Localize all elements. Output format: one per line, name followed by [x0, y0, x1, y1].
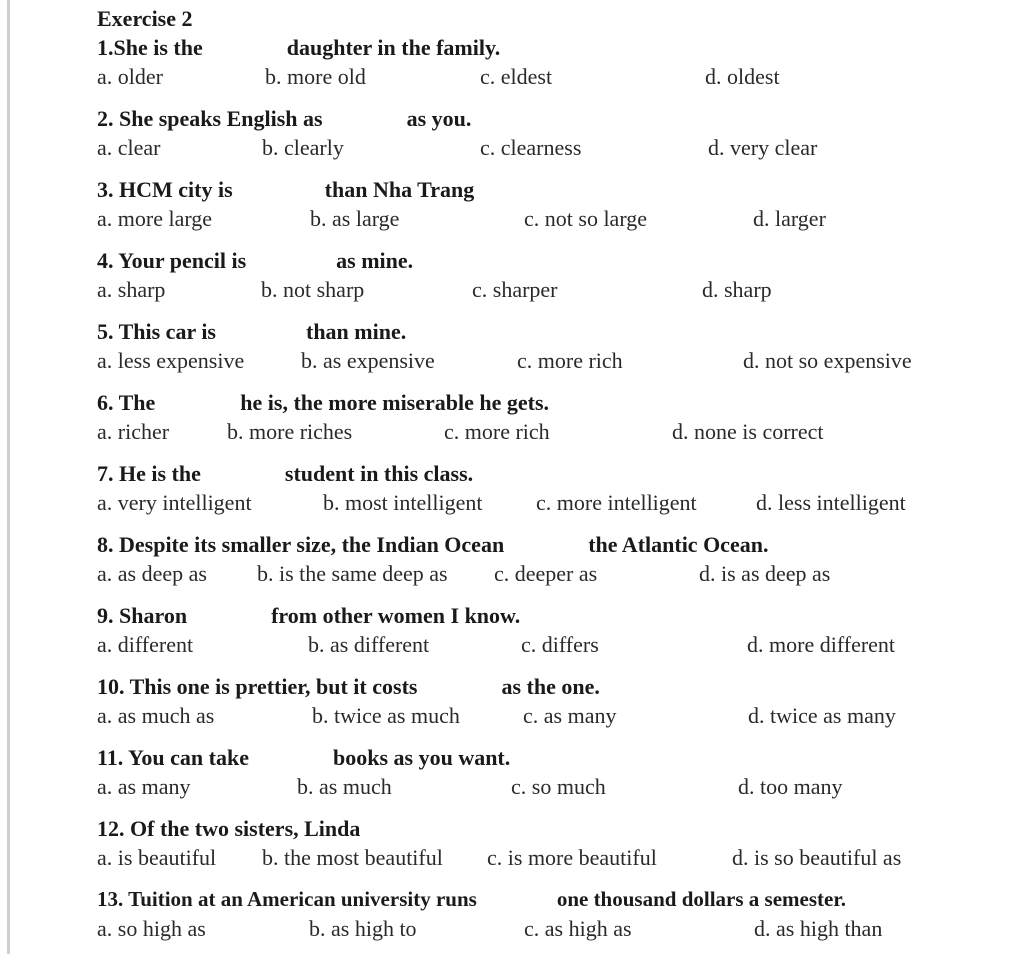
question-text-after: than Nha Trang — [324, 177, 475, 202]
question-text-before: 4. Your pencil is — [97, 248, 247, 273]
question-text-after: as you. — [406, 106, 472, 131]
question-text-before: 1.She is the — [97, 35, 203, 60]
answer-options — [97, 772, 1017, 801]
option-c[interactable]: c. is more beautiful — [487, 845, 657, 870]
question-text-before: 8. Despite its smaller size, the Indian Ocean — [97, 532, 505, 557]
question-4 — [97, 246, 1017, 317]
question-13 — [97, 885, 1017, 956]
question-text-before: 7. He is the — [97, 461, 201, 486]
option-c[interactable]: c. more intelligent — [536, 490, 697, 515]
option-a[interactable]: a. as many — [97, 774, 191, 799]
question-8 — [97, 530, 1017, 601]
question-text-before: 12. Of the two sisters, Linda — [97, 816, 361, 841]
option-c[interactable]: c. so much — [511, 774, 606, 799]
question-5 — [97, 317, 1017, 388]
question-text-before: 6. The — [97, 390, 156, 415]
question-stem — [97, 104, 471, 133]
option-a[interactable]: a. clear — [97, 135, 161, 160]
answer-options — [97, 204, 1017, 233]
option-c[interactable]: c. as many — [523, 703, 617, 728]
question-1 — [97, 33, 1017, 104]
option-d[interactable]: d. oldest — [705, 64, 780, 89]
question-text-after: the Atlantic Ocean. — [588, 532, 769, 557]
answer-options — [97, 488, 1017, 517]
question-stem — [97, 246, 413, 275]
answer-options — [97, 630, 1017, 659]
question-text-before: 11. You can take — [97, 745, 249, 770]
option-c[interactable]: c. eldest — [480, 64, 553, 89]
option-d[interactable]: d. twice as many — [748, 703, 896, 728]
answer-options — [97, 133, 1017, 162]
answer-options — [97, 417, 1017, 446]
question-text-after: books as you want. — [332, 745, 511, 770]
option-c[interactable]: c. deeper as — [494, 561, 598, 586]
option-d[interactable]: d. sharp — [702, 277, 772, 302]
question-text-after: from other women I know. — [271, 603, 521, 628]
question-9 — [97, 601, 1017, 672]
option-b[interactable]: b. more riches — [227, 419, 353, 444]
question-stem — [97, 601, 520, 630]
question-12 — [97, 814, 1017, 885]
answer-options — [97, 62, 1017, 91]
option-c[interactable]: c. sharper — [472, 277, 558, 302]
option-c[interactable]: c. more rich — [517, 348, 623, 373]
option-c[interactable]: c. clearness — [480, 135, 582, 160]
option-b[interactable]: b. as different — [308, 632, 430, 657]
option-b[interactable]: b. more old — [265, 64, 366, 89]
question-text-after: as the one. — [501, 674, 600, 699]
option-b[interactable]: b. is the same deep as — [257, 561, 448, 586]
question-7 — [97, 459, 1017, 530]
option-c[interactable]: c. differs — [521, 632, 599, 657]
answer-options — [97, 701, 1017, 730]
option-a[interactable]: a. different — [97, 632, 194, 657]
question-text-before: 3. HCM city is — [97, 177, 233, 202]
page-left-edge — [7, 0, 10, 954]
option-a[interactable]: a. richer — [97, 419, 170, 444]
question-10 — [97, 672, 1017, 743]
question-stem — [97, 33, 500, 62]
question-text-after: one thousand dollars a semester. — [556, 887, 846, 911]
option-d[interactable]: d. as high than — [754, 916, 883, 941]
question-text-after: he is, the more miserable he gets. — [240, 390, 550, 415]
option-d[interactable]: d. is as deep as — [699, 561, 831, 586]
option-b[interactable]: b. twice as much — [312, 703, 460, 728]
option-d[interactable]: d. too many — [738, 774, 843, 799]
option-d[interactable]: d. not so expensive — [743, 348, 912, 373]
option-a[interactable]: a. very intelligent — [97, 490, 252, 515]
question-text-after: as mine. — [336, 248, 414, 273]
answer-options — [97, 275, 1017, 304]
question-11 — [97, 743, 1017, 814]
option-a[interactable]: a. less expensive — [97, 348, 245, 373]
answer-options — [97, 843, 1017, 872]
option-d[interactable]: d. none is correct — [672, 419, 824, 444]
option-b[interactable]: b. as expensive — [301, 348, 435, 373]
answer-options — [97, 914, 1017, 943]
option-b[interactable]: b. as much — [297, 774, 392, 799]
option-d[interactable]: d. very clear — [708, 135, 818, 160]
option-a[interactable]: a. so high as — [97, 916, 206, 941]
question-text-before: 13. Tuition at an American university runs — [97, 887, 477, 911]
question-text-before: 9. Sharon — [97, 603, 188, 628]
option-b[interactable]: b. most intelligent — [323, 490, 483, 515]
question-stem — [97, 814, 360, 843]
question-6 — [97, 388, 1017, 459]
question-stem — [97, 459, 473, 488]
option-b[interactable]: b. clearly — [262, 135, 344, 160]
question-text-after: daughter in the family. — [286, 35, 501, 60]
question-stem — [97, 317, 406, 346]
option-b[interactable]: b. the most beautiful — [262, 845, 443, 870]
answer-options — [97, 559, 1017, 588]
option-c[interactable]: c. more rich — [444, 419, 550, 444]
exercise-content — [97, 4, 1017, 956]
option-a[interactable]: a. sharp — [97, 277, 166, 302]
question-text-after: than mine. — [306, 319, 407, 344]
answer-options — [97, 346, 1017, 375]
option-b[interactable]: b. not sharp — [261, 277, 365, 302]
exercise-title: Exercise 2 — [97, 6, 193, 31]
option-b[interactable]: b. as high to — [309, 916, 417, 941]
question-stem — [97, 530, 768, 559]
option-c[interactable]: c. not so large — [524, 206, 648, 231]
question-stem — [97, 388, 549, 417]
option-d[interactable]: d. less intelligent — [756, 490, 906, 515]
question-stem — [97, 743, 510, 772]
question-2 — [97, 104, 1017, 175]
question-stem — [97, 175, 474, 204]
option-a[interactable]: a. older — [97, 64, 163, 89]
question-3 — [97, 175, 1017, 246]
option-b[interactable]: b. as large — [310, 206, 400, 231]
option-c[interactable]: c. as high as — [524, 916, 632, 941]
question-text-before: 2. She speaks English as — [97, 106, 323, 131]
option-a[interactable]: a. is beautiful — [97, 845, 217, 870]
option-a[interactable]: a. as deep as — [97, 561, 207, 586]
question-stem — [97, 672, 600, 701]
question-text-before: 10. This one is prettier, but it costs — [97, 674, 418, 699]
question-text-before: 5. This car is — [97, 319, 216, 344]
option-d[interactable]: d. is so beautiful as — [732, 845, 902, 870]
question-text-after: student in this class. — [284, 461, 474, 486]
option-a[interactable]: a. more large — [97, 206, 213, 231]
question-stem — [97, 885, 846, 914]
option-d[interactable]: d. larger — [753, 206, 826, 231]
option-a[interactable]: a. as much as — [97, 703, 215, 728]
option-d[interactable]: d. more different — [747, 632, 896, 657]
